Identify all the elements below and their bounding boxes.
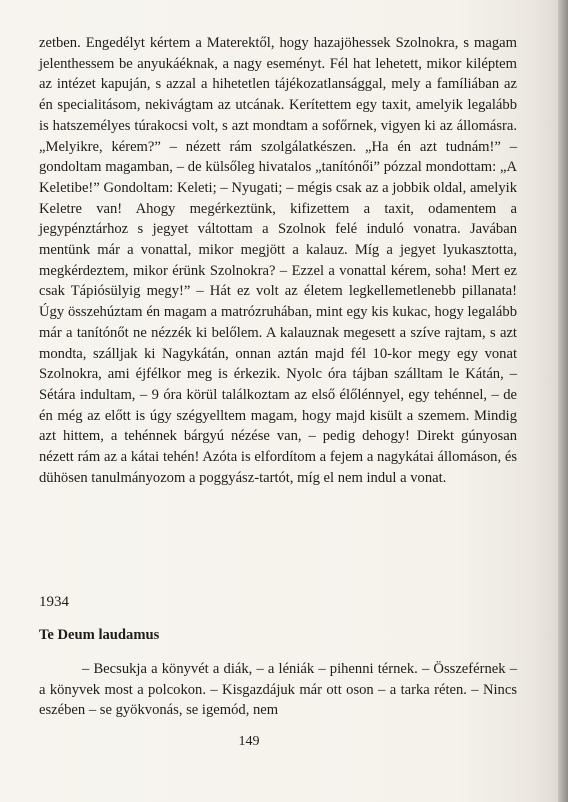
page-edge-shadow	[558, 0, 568, 802]
main-paragraph: zetben. Engedélyt kértem a Materektől, hogy hazajöhessek Szolnokra, s magam jelenthessem be anyukáéknak, a nagy eseményt. Fél hat lehetett, mikor kiléptem az intézet kapuján, s azzal a hihetetlen tájékozatlansággal, mely a famíliában az én specialitásom, nekivágtam az utcának. Kerítettem egy taxit, amelyik legalább is hatszemélyes túrakocsi volt, s azt mondtam a sofőrnek, vigyen ki az állomásra. „Melyikre, kérem?” – nézett rám szolgálatkészen. „Ha én azt tudnám!” – gondoltam magamban, – de külsőleg hivatalos „tanítónői” pózzal mondottam: „A Keletibe!” Gondoltam: Keleti; – Nyugati; – mégis csak az a jobbik oldal, amelyik Keletre van! Ahogy megérkeztünk, kifizettem a taxit, odamentem a jegypénztárhoz s jegyet váltottam a Szolnok felé induló vonatra. Javában mentünk már a vonattal, mikor megjött a kalauz. Míg a jegyet lyukasztotta, megkérdeztem, mikor érünk Szolnokra? – Ezzel a vonattal kérem, soha! Mert ez csak Tápiósülyig megy!” – Hát ez volt az életem legkellemetlenebb pillanata! Úgy összehúztam én magam a matrózruhában, mint egy kis kukac, hogy legalább már a tanítónőt ne nézzék ki belőlem. A kalauznak megesett a szíve rajtam, s azt mondta, szálljak ki Nagykátán, onnan aztán majd fél 10-kor megy egy vonat Szolnokra, ami éjfélkor meg is érkezik. Nyolc óra tájban szálltam le Kátán, – Sétára indultam, – 9 óra körül találkoztam az első élőlénnyel, egy tehénnel, – de én még az előtt is úgy szégyelltem magam, hogy majd kisült a szemem. Mindig azt hittem, a tehénnek bárgyú nézése van, – pedig dehogy! Direkt gúnyosan nézett rám az a kátai tehén! Azóta is elfordítom a fejem a nagykátai állomáson, és dühösen tanulmányozom a poggyász-tartót, míg el nem indul a vonat.	[39, 35, 517, 486]
section-title: Te Deum laudamus	[39, 627, 160, 643]
year-heading: 1934	[39, 594, 69, 610]
main-text-block	[39, 33, 517, 488]
second-text-block	[39, 659, 517, 721]
page-number: 149	[238, 734, 260, 749]
second-paragraph: – Becsukja a könyvét a diák, – a léniák – pihenni térnek. – Összeférnek – a könyvek most a polcokon. – Kisgazdájuk már ott oson – a tarka réten. – Nincs eszében – se gyökvonás, se igemód, nem	[39, 661, 517, 719]
